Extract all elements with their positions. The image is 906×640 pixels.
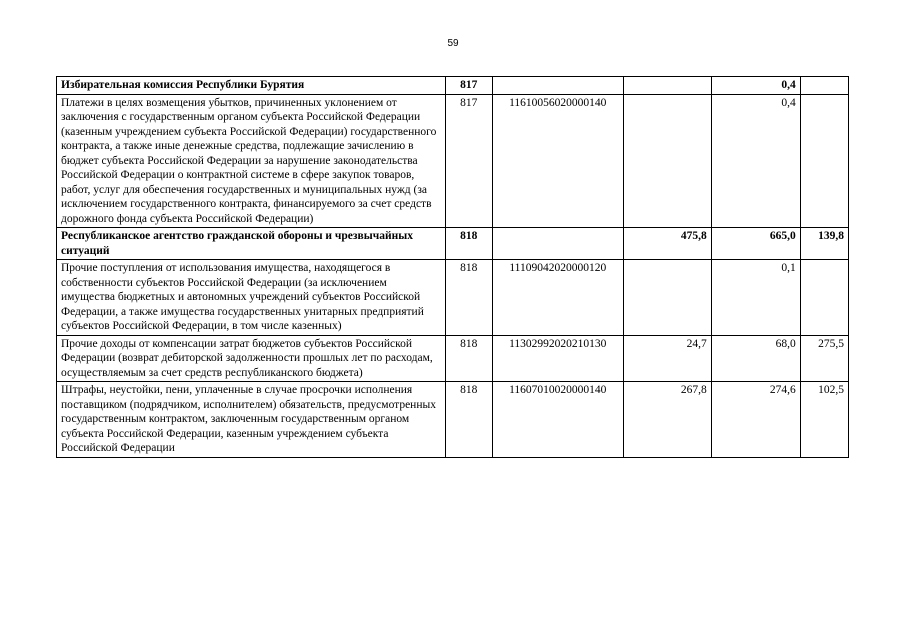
table-row — [57, 228, 849, 260]
value-3-cell: 102,5 — [800, 382, 848, 458]
value-2-cell: 0,4 — [711, 77, 800, 95]
value-1-cell — [623, 77, 711, 95]
admin-code-cell: 817 — [445, 94, 492, 228]
admin-code-cell: 818 — [445, 335, 492, 382]
budget-classification-code-cell: 11302992020210130 — [492, 335, 623, 382]
budget-classification-code-cell — [492, 77, 623, 95]
value-1-cell: 267,8 — [623, 382, 711, 458]
budget-classification-code-cell: 11109042020000120 — [492, 260, 623, 336]
revenue-name-cell: Прочие поступления от использования имущества, находящегося в собственности субъектов Российской Федерации (за исключением имущества бюджетных и автономных учреждений субъектов Российской Федерации, а также имущества государственных унитарных предприятий субъектов Российской Федерации, в том числе казенных) — [57, 260, 446, 336]
revenue-name-cell: Платежи в целях возмещения убытков, причиненных уклонением от заключения с государственным органом субъекта Российской Федерации (казенным учреждением субъекта Российской Федерации) государственного контракта, а также иные денежные средства, подлежащие зачислению в бюджет субъекта Российской Федерации за нарушение законодательства Российской Федерации о контрактной системе в сфере закупок товаров, работ, услуг для обеспечения государственных и муниципальных нужд (за исключением государственного контракта, финансируемого за счет средств дорожного фонда субъекта Российской Федерации) — [57, 94, 446, 228]
table-row — [57, 260, 849, 336]
revenue-name-cell: Избирательная комиссия Республики Бурятия — [57, 77, 446, 95]
admin-code-cell: 818 — [445, 260, 492, 336]
revenue-name-cell: Штрафы, неустойки, пени, уплаченные в случае просрочки исполнения поставщиком (подрядчиком, исполнителем) обязательств, предусмотренных государственным контрактом, заключенным государственным органом субъекта Российской Федерации, казенным учреждением субъекта Российской Федерации — [57, 382, 446, 458]
page-number: 59 — [447, 38, 459, 49]
value-2-cell: 0,4 — [711, 94, 800, 228]
value-3-cell — [800, 94, 848, 228]
value-1-cell: 475,8 — [623, 228, 711, 260]
value-3-cell: 139,8 — [800, 228, 848, 260]
budget-classification-code-cell: 11610056020000140 — [492, 94, 623, 228]
value-2-cell: 0,1 — [711, 260, 800, 336]
value-3-cell — [800, 260, 848, 336]
value-3-cell: 275,5 — [800, 335, 848, 382]
value-2-cell: 274,6 — [711, 382, 800, 458]
table-row — [57, 382, 849, 458]
budget-classification-code-cell: 11607010020000140 — [492, 382, 623, 458]
value-2-cell: 68,0 — [711, 335, 800, 382]
table-row — [57, 77, 849, 95]
table-row — [57, 335, 849, 382]
revenue-name-cell: Республиканское агентство гражданской обороны и чрезвычайных ситуаций — [57, 228, 446, 260]
table-row — [57, 94, 849, 228]
value-3-cell — [800, 77, 848, 95]
admin-code-cell: 818 — [445, 382, 492, 458]
admin-code-cell: 818 — [445, 228, 492, 260]
admin-code-cell: 817 — [445, 77, 492, 95]
budget-classification-code-cell — [492, 228, 623, 260]
value-1-cell — [623, 94, 711, 228]
value-1-cell: 24,7 — [623, 335, 711, 382]
revenue-table — [56, 76, 849, 458]
value-2-cell: 665,0 — [711, 228, 800, 260]
revenue-name-cell: Прочие доходы от компенсации затрат бюджетов субъектов Российской Федерации (возврат дебиторской задолженности прошлых лет по расходам, осуществляемым за счет средств республиканского бюджета) — [57, 335, 446, 382]
value-1-cell — [623, 260, 711, 336]
